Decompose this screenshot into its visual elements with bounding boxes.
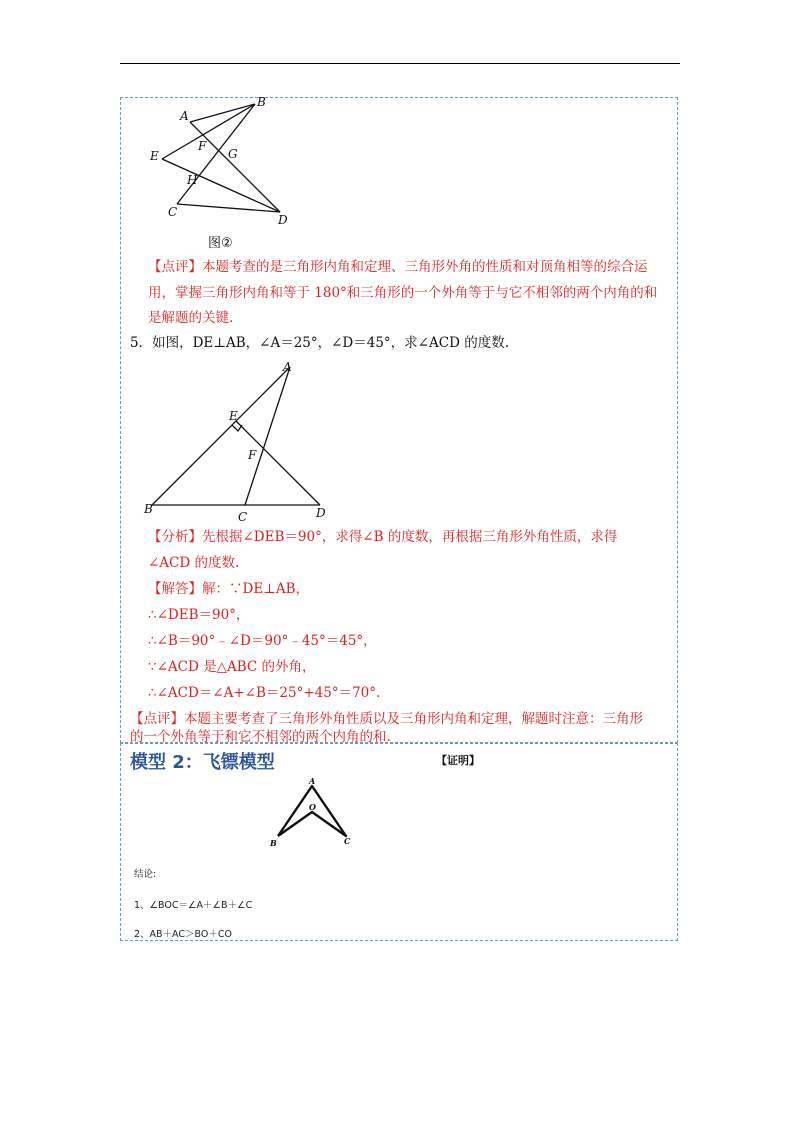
- segment-ab: [190, 104, 255, 122]
- point-label-d: D: [316, 506, 326, 520]
- point-label-b: B: [270, 838, 277, 848]
- model-2-title: 模型 2：飞镖模型: [130, 752, 275, 773]
- solution-line-3: ∴∠B＝90°﹣∠D＝90°﹣45°＝45°，: [148, 633, 377, 649]
- point-label-b: B: [257, 95, 266, 109]
- figure-2-caption: 图②: [208, 236, 233, 251]
- point-label-d: D: [278, 213, 288, 227]
- segment-ad: [190, 122, 280, 212]
- segment-ba: [152, 367, 290, 505]
- point-label-f: F: [198, 139, 207, 153]
- conclusion-item-1: 1、∠BOC＝∠A＋∠B＋∠C: [134, 900, 253, 911]
- point-label-h: H: [187, 173, 198, 187]
- figure-2-diagram: [140, 92, 310, 227]
- conclusion-label: 结论:: [134, 869, 157, 880]
- point-label-a: A: [180, 109, 189, 123]
- point-label-g: G: [228, 147, 238, 161]
- solution-line-4: ∵∠ACD 是△ABC 的外角，: [148, 659, 316, 675]
- solution-line-5: ∴∠ACD＝∠A+∠B＝25°+45°＝70°.: [148, 685, 381, 701]
- comment-1-line-2: 用，掌握三角形内角和等于 180°和三角形的一个外角等于与它不相邻的两个内角的和: [148, 285, 658, 301]
- point-label-a: A: [283, 360, 292, 374]
- solution-line-1: 【解答】解：∵DE⊥AB，: [148, 581, 310, 597]
- segment-be: [162, 104, 255, 159]
- comment-1-line-3: 是解题的关键.: [148, 310, 234, 326]
- dart-model-diagram: [262, 772, 362, 850]
- point-label-a: A: [309, 776, 316, 786]
- solution-line-2: ∴∠DEB＝90°，: [148, 607, 250, 623]
- header-rule: [120, 63, 680, 64]
- point-label-o: O: [309, 802, 316, 812]
- point-label-e: E: [229, 409, 238, 423]
- point-label-e: E: [150, 149, 159, 163]
- point-label-c: C: [344, 836, 351, 846]
- point-label-f: F: [248, 448, 257, 462]
- comment-2-line-2: 的一个外角等于和它不相邻的两个内角的和.: [130, 729, 391, 745]
- segment-bc: [177, 104, 255, 204]
- comment-2-line-1: 【点评】本题主要考查了三角形外角性质以及三角形内角和定理，解题时注意：三角形: [130, 711, 643, 727]
- analysis-line-1: 【分析】先根据∠DEB＝90°，求得∠B 的度数，再根据三角形外角性质，求得: [148, 529, 618, 545]
- point-label-c: C: [168, 205, 178, 219]
- point-label-b: B: [144, 502, 153, 516]
- conclusion-item-2: 2、AB＋AC＞BO＋CO: [134, 929, 232, 940]
- problem-5-statement: 5．如图，DE⊥AB，∠A＝25°，∠D＝45°，求∠ACD 的度数.: [130, 335, 509, 351]
- figure-5-diagram: [140, 355, 340, 525]
- comment-1-line-1: 【点评】本题考查的是三角形内角和定理、三角形外角的性质和对顶角相等的综合运: [148, 259, 648, 275]
- proof-tag: 【证明】: [436, 754, 480, 767]
- point-label-c: C: [238, 510, 248, 524]
- analysis-line-2: ∠ACD 的度数.: [148, 555, 240, 571]
